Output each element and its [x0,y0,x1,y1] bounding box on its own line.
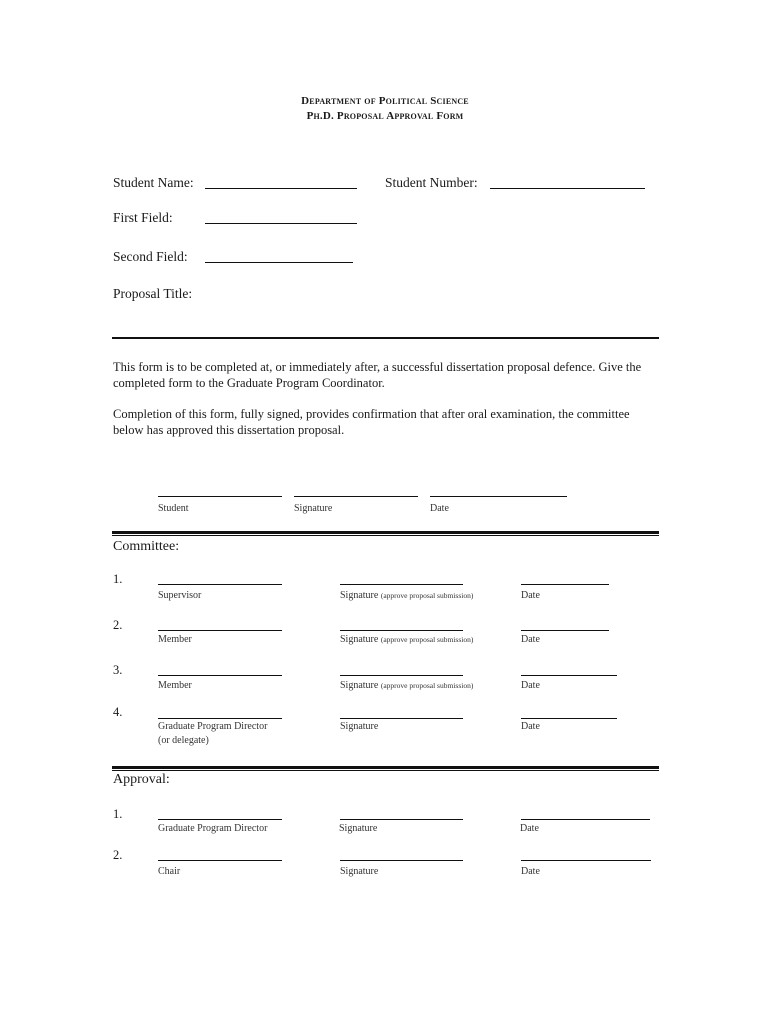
committee-row-1-signature-line[interactable] [340,584,463,585]
approval-row-1-name-line[interactable] [158,819,282,820]
student-signature-caption: Signature [294,503,333,514]
committee-row-1-role: Supervisor [158,590,202,601]
approval-heading: Approval: [113,772,170,787]
committee-row-4-date-caption: Date [521,721,540,732]
student-number-label: Student Number: [385,175,478,190]
committee-row-4-date-line[interactable] [521,718,617,719]
student-caption: Student [158,503,189,514]
approval-row-1-role: Graduate Program Director [158,823,268,834]
approval-row-1-signature-line[interactable] [340,819,463,820]
approval-row-2-date-caption: Date [521,866,540,877]
approval-row-1-number: 1. [113,807,123,821]
form-title: Ph.D. Proposal Approval Form [306,110,464,122]
approval-row-1-signature-caption: Signature [339,823,378,834]
approval-row-2-signature-line[interactable] [340,860,463,861]
student-date-caption: Date [430,503,449,514]
first-field-input[interactable] [205,223,357,224]
committee-row-2-date-caption: Date [521,634,540,645]
committee-row-2-signature-caption: Signature (approve proposal submission) [340,634,474,645]
approval-row-2-date-line[interactable] [521,860,651,861]
proposal-title-field[interactable] [112,337,659,339]
committee-row-2-signature-line[interactable] [340,630,463,631]
instructions-para-1: This form is to be completed at, or immediately after, a successful dissertation proposal defence. Give the completed form to the Graduate Program Coordinator. [113,360,642,390]
student-name-label: Student Name: [113,175,194,190]
instructions-para-2: Completion of this form, fully signed, provides confirmation that after oral examination, the committee below has approved this dissertation proposal. [113,407,630,437]
proposal-title-label: Proposal Title: [113,286,193,301]
committee-row-1-number: 1. [113,572,123,586]
committee-row-4-number: 4. [113,705,123,719]
first-field-label: First Field: [113,210,173,225]
approval-row-2-signature-caption: Signature [340,866,379,877]
committee-row-1-date-line[interactable] [521,584,609,585]
committee-row-1-date-caption: Date [521,590,540,601]
student-number-field[interactable] [490,188,645,189]
committee-row-3-name-line[interactable] [158,675,282,676]
student-name-field[interactable] [205,188,357,189]
committee-row-1-signature-caption: Signature (approve proposal submission) [340,590,474,601]
student-sign-line[interactable] [158,496,282,497]
committee-row-2-role: Member [158,634,192,645]
committee-row-4-signature-line[interactable] [340,718,463,719]
approve-note: (approve proposal submission) [380,635,474,644]
committee-row-4-signature-caption: Signature [340,721,379,732]
form-department: Department of Political Science [301,95,469,107]
approval-row-1-date-caption: Date [520,823,539,834]
committee-row-4-name-line[interactable] [158,718,282,719]
student-date-line[interactable] [430,496,567,497]
committee-row-3-number: 3. [113,663,123,677]
approve-note: (approve proposal submission) [380,591,474,600]
committee-row-2-number: 2. [113,618,123,632]
committee-row-4-role: Graduate Program Director [158,721,268,732]
approval-divider [112,766,659,771]
committee-row-3-date-line[interactable] [521,675,617,676]
committee-row-1-name-line[interactable] [158,584,282,585]
committee-divider [112,531,659,536]
committee-row-3-role: Member [158,680,192,691]
approval-row-2-role: Chair [158,866,181,877]
committee-row-3-signature-line[interactable] [340,675,463,676]
second-field-input[interactable] [205,262,353,263]
approval-row-1-date-line[interactable] [521,819,650,820]
approve-note: (approve proposal submission) [380,681,474,690]
approval-row-2-name-line[interactable] [158,860,282,861]
committee-row-4-role-note: (or delegate) [158,735,209,746]
committee-row-3-date-caption: Date [521,680,540,691]
approval-row-2-number: 2. [113,848,123,862]
committee-row-2-date-line[interactable] [521,630,609,631]
committee-row-2-name-line[interactable] [158,630,282,631]
student-signature-line[interactable] [294,496,418,497]
committee-row-3-signature-caption: Signature (approve proposal submission) [340,680,474,691]
second-field-label: Second Field: [113,249,188,264]
committee-heading: Committee: [113,539,180,554]
